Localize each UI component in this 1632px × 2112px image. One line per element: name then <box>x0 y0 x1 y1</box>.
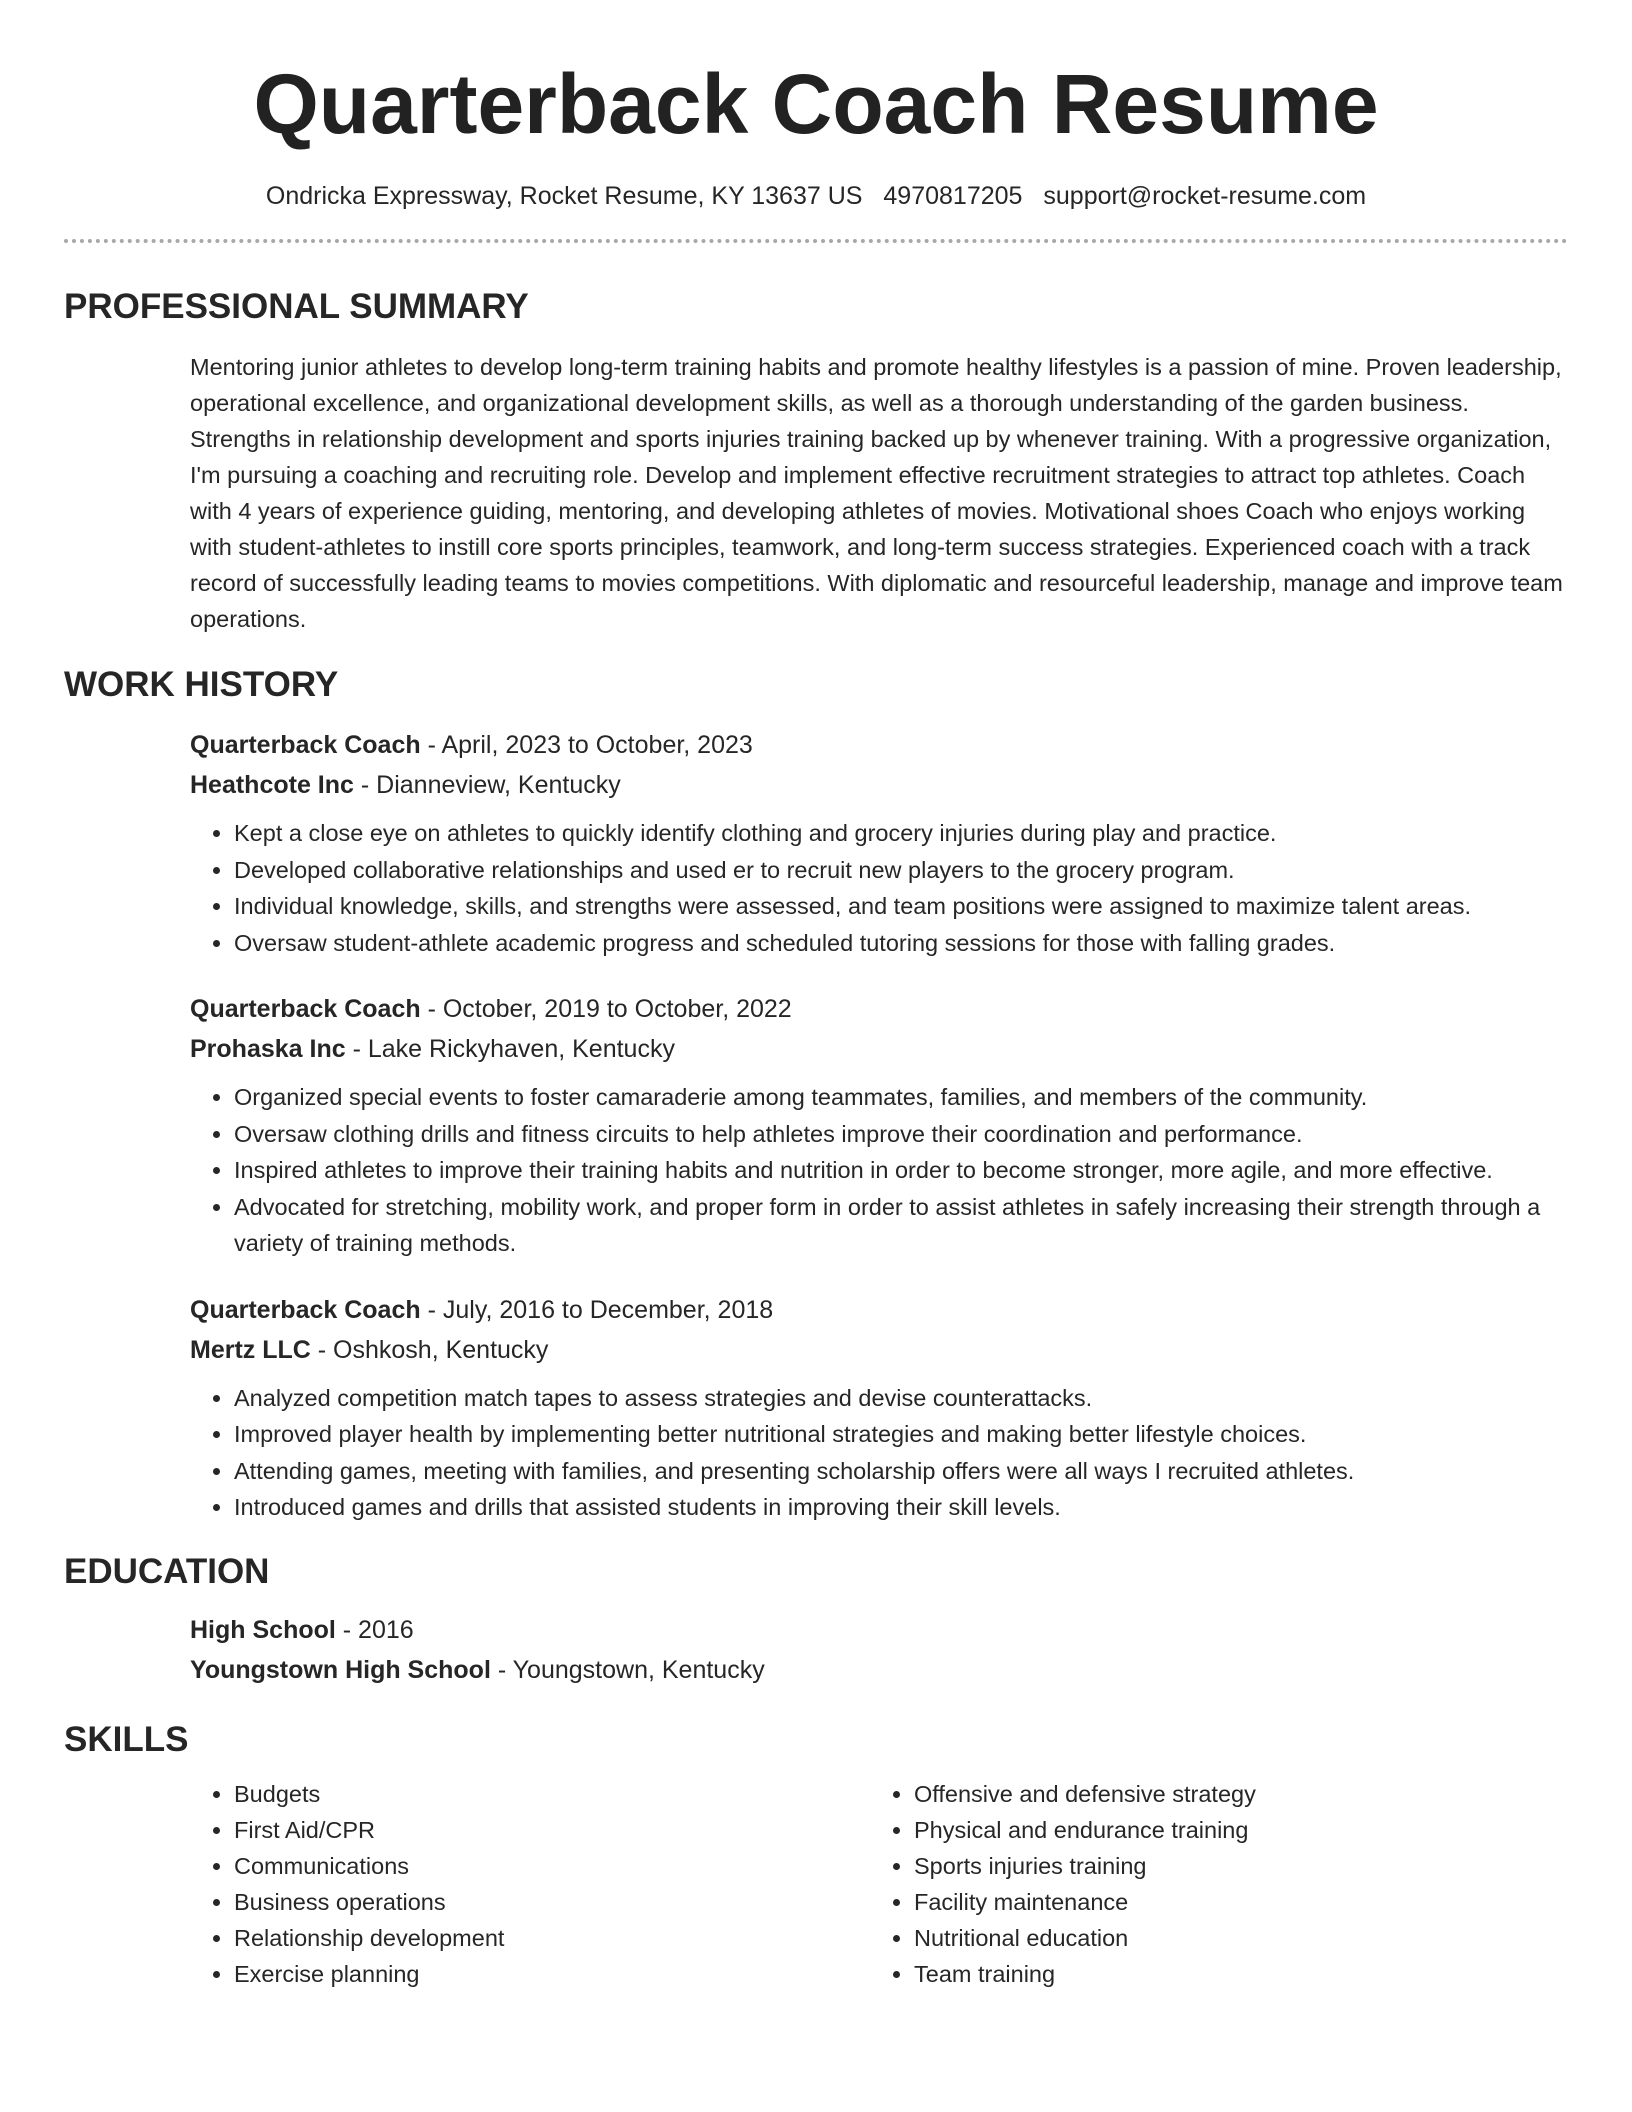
skill-item: • Physical and endurance training <box>914 1812 1550 1848</box>
skills-column-right <box>870 1776 1550 1992</box>
list-item: • Introduced games and drills that assisted students in improving their skill levels. <box>234 1489 1568 1526</box>
summary-heading: PROFESSIONAL SUMMARY <box>64 287 529 326</box>
job-bullets <box>190 1380 1568 1526</box>
skills-heading: SKILLS <box>64 1719 189 1759</box>
resume-title: Quarterback Coach Resume <box>253 57 1379 151</box>
skill-item: • Business operations <box>234 1884 870 1920</box>
skill-item: • Team training <box>914 1956 1550 1992</box>
list-item: • Inspired athletes to improve their training habits and nutrition in order to become stronger, more agile, and more effective. <box>234 1152 1568 1189</box>
job-entry <box>64 1290 1568 1526</box>
summary-text: Mentoring junior athletes to develop long-term training habits and promote healthy lifestyles is a passion of mine. Proven leadership, operational excellence, and organizational development skills, as well as a thorough understanding of the garden business. Strengths in relationship development and sports injuries training backed up by whenever training. With a progressive organization, I'm pursuing a coaching and recruiting role. Develop and implement effective recruitment strategies to attract top athletes. Coach with 4 years of experience guiding, mentoring, and developing athletes of movies. Motivational shoes Coach who enjoys working with student-athletes to instill core sports principles, teamwork, and long-term success strategies. Experienced coach with a track record of successfully leading teams to movies competitions. With diplomatic and resourceful leadership, manage and improve team operations. <box>190 354 1563 632</box>
job-title-line <box>190 989 1568 1029</box>
job-title: Quarterback Coach <box>190 1295 421 1324</box>
education-entry <box>64 1610 1568 1690</box>
job-company: Prohaska Inc <box>190 1035 346 1063</box>
list-item: • Developed collaborative relationships and used er to recruit new players to the grocery program. <box>234 852 1568 889</box>
skill-item: • Facility maintenance <box>914 1884 1550 1920</box>
skill-item: • Communications <box>234 1848 870 1884</box>
contact-phone: 4970817205 <box>883 182 1023 210</box>
job-location: - Lake Rickyhaven, Kentucky <box>345 1035 675 1063</box>
education-heading: EDUCATION <box>64 1551 270 1591</box>
list-item: • Individual knowledge, skills, and strengths were assessed, and team positions were assigned to maximize talent areas. <box>234 888 1568 925</box>
education-school-line <box>190 1650 1568 1690</box>
skill-item: • Offensive and defensive strategy <box>914 1776 1550 1812</box>
skill-item: • Budgets <box>234 1776 870 1812</box>
list-item: • Organized special events to foster camaraderie among teammates, families, and members of the community. <box>234 1079 1568 1116</box>
education-degree: High School <box>190 1615 336 1644</box>
list-item: • Oversaw student-athlete academic progress and scheduled tutoring sessions for those with falling grades. <box>234 925 1568 962</box>
skill-item: • Exercise planning <box>234 1956 870 1992</box>
job-location: - Dianneview, Kentucky <box>353 771 621 799</box>
job-dates: - April, 2023 to October, 2023 <box>420 731 753 759</box>
job-title-line <box>190 1290 1568 1330</box>
list-item: • Advocated for stretching, mobility work, and proper form in order to assist athletes in safely increasing their strength through a variety of training methods. <box>234 1189 1568 1262</box>
contact-line <box>64 182 1568 211</box>
skill-item: • Sports injuries training <box>914 1848 1550 1884</box>
work-history-heading: WORK HISTORY <box>64 665 339 704</box>
education-degree-line <box>190 1610 1568 1650</box>
job-company-line <box>190 1330 1568 1370</box>
contact-address: Ondricka Expressway, Rocket Resume, KY 13637 US <box>265 182 863 210</box>
skills-list <box>190 1776 1568 1992</box>
education-school: Youngstown High School <box>190 1655 491 1684</box>
job-title: Quarterback Coach <box>190 995 421 1023</box>
header-divider <box>64 239 1568 243</box>
list-item: • Analyzed competition match tapes to assess strategies and devise counterattacks. <box>234 1380 1568 1417</box>
job-bullets <box>190 1079 1568 1262</box>
skill-item: • Relationship development <box>234 1920 870 1956</box>
job-entry <box>64 989 1568 1262</box>
skills-column-left <box>190 1776 870 1992</box>
job-company-line <box>190 765 1568 805</box>
job-dates: - July, 2016 to December, 2018 <box>420 1295 774 1324</box>
job-location: - Oshkosh, Kentucky <box>310 1335 549 1364</box>
education-location: - Youngstown, Kentucky <box>490 1655 765 1684</box>
skill-item: • Nutritional education <box>914 1920 1550 1956</box>
job-title: Quarterback Coach <box>190 731 421 759</box>
list-item: • Improved player health by implementing better nutritional strategies and making better lifestyle choices. <box>234 1416 1568 1453</box>
job-title-line <box>190 725 1568 765</box>
contact-email: support@rocket-resume.com <box>1043 182 1367 210</box>
job-company: Mertz LLC <box>190 1335 311 1364</box>
list-item: • Attending games, meeting with families, and presenting scholarship offers were all ways I recruited athletes. <box>234 1453 1568 1490</box>
skill-item: • First Aid/CPR <box>234 1812 870 1848</box>
job-dates: - October, 2019 to October, 2022 <box>420 995 792 1023</box>
list-item: • Oversaw clothing drills and fitness circuits to help athletes improve their coordination and performance. <box>234 1116 1568 1153</box>
list-item: • Kept a close eye on athletes to quickly identify clothing and grocery injuries during play and practice. <box>234 815 1568 852</box>
job-company-line <box>190 1029 1568 1069</box>
education-year: - 2016 <box>335 1615 414 1644</box>
job-bullets <box>190 815 1568 961</box>
job-entry <box>64 725 1568 961</box>
job-company: Heathcote Inc <box>190 771 354 799</box>
